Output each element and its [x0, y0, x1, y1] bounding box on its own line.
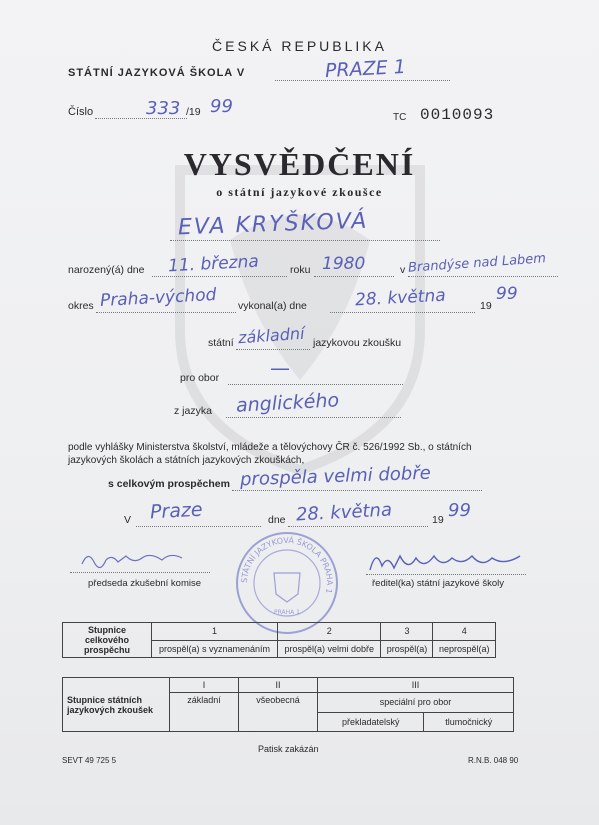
exam-numeral: III [318, 678, 514, 693]
grade-scale-table [62, 622, 496, 658]
language-dotline [226, 417, 401, 418]
person-name: EVA KRYŠKOVÁ [177, 208, 369, 241]
grade-number: 2 [278, 623, 381, 641]
grade-label: prospěl(a) [381, 640, 433, 658]
issue-place-value: Praze [149, 498, 204, 524]
place-dotline [408, 276, 558, 277]
completed-dotline [330, 312, 475, 313]
issue-date-dotline [288, 526, 428, 527]
grade-label: prospěl(a) s vyznamenáním [152, 640, 278, 658]
chairman-label: předseda zkušební komise [88, 578, 202, 589]
decree-line-2: jazykových školách a státních jazykových zkouškách, [68, 455, 305, 466]
school-value: PRAZE 1 [324, 55, 407, 83]
grade-scale-header: Stupnice celkového prospěchu [63, 623, 152, 658]
issue-date-value: 28. května [295, 499, 393, 526]
exam-scale-header: Stupnice státních jazykových zkoušek [63, 678, 170, 732]
field-label: pro obor [180, 372, 220, 384]
svg-text:PRAHA 1: PRAHA 1 [274, 609, 300, 616]
school-label: STÁTNÍ JAZYKOVÁ ŠKOLA V [68, 67, 246, 79]
tc-label: TC [393, 112, 407, 123]
exam-numeral: II [239, 678, 318, 693]
issue-year: 99 [448, 500, 471, 521]
certificate-title: VYSVĚDČENÍ [183, 146, 416, 182]
country-heading: ČESKÁ REPUBLIKA [212, 38, 387, 54]
grade-label: prospěl(a) velmi dobře [278, 640, 381, 658]
completed-value: 28. května [354, 285, 447, 311]
grade-number: 3 [381, 623, 433, 641]
director-label: ředitel(ka) státní jazykové školy [372, 578, 504, 589]
field-value: — [270, 356, 290, 380]
exam-cell: základní [170, 693, 239, 732]
exam-scale-table [62, 677, 514, 732]
exam-cell: všeobecná [239, 693, 318, 732]
completed-year: 99 [496, 284, 518, 304]
exam-sub-cell: překladatelský [318, 712, 424, 732]
decree-line-1: podle vyhlášky Ministerstva školství, mládeže a tělovýchovy ČR č. 526/1992 Sb., o státních [68, 442, 472, 453]
grade-number: 4 [433, 623, 496, 641]
svg-text:STÁTNÍ JAZYKOVÁ ŠKOLA PRAHA 1: STÁTNÍ JAZYKOVÁ ŠKOLA PRAHA 1 [239, 535, 335, 595]
language-label: z jazyka [174, 405, 212, 417]
tc-number: 0010093 [420, 106, 495, 124]
place-v-label: V [124, 514, 132, 526]
born-value: 11. března [167, 251, 260, 277]
exam-sub-cell: tlumočnický [424, 712, 514, 732]
issue-date-label: dne [268, 514, 286, 526]
place-prefix: v [400, 264, 406, 276]
exam-level-value: základní [237, 323, 306, 348]
certificate-subtitle: o státní jazykové zkoušce [216, 185, 383, 199]
director-sign-line [366, 574, 526, 575]
field-dotline [228, 384, 403, 385]
number-label: Číslo [68, 106, 94, 118]
district-dotline [96, 312, 236, 313]
state-label: státní [208, 337, 234, 349]
completed-label: vykonal(a) dne [238, 300, 307, 312]
result-value: prospěla velmi dobře [239, 462, 432, 491]
completed-year-sep: 19 [480, 300, 492, 312]
year-value: 99 [210, 96, 233, 117]
reprint-notice: Patisk zakázán [258, 744, 319, 754]
birth-place-value: Brandýse nad Labem [407, 251, 547, 276]
level-dotline [236, 349, 310, 350]
form-code-right: R.N.B. 048 90 [468, 756, 519, 765]
year-label: roku [290, 264, 311, 276]
grade-number: 1 [152, 623, 278, 641]
birth-year-value: 1980 [322, 254, 366, 274]
birth-year-dotline [314, 276, 394, 277]
grade-label: neprospěl(a) [433, 640, 496, 658]
exam-numeral: I [170, 678, 239, 693]
chairman-signature-icon [78, 546, 188, 572]
district-value: Praha-východ [99, 284, 217, 312]
year-separator: /19 [186, 106, 201, 118]
chairman-sign-line [70, 572, 210, 573]
director-signature-icon [366, 544, 526, 578]
name-dotline [170, 240, 440, 241]
issue-year-sep: 19 [432, 514, 444, 526]
district-label: okres [68, 300, 94, 312]
result-label: s celkovým prospěchem [108, 478, 230, 490]
language-value: anglického [235, 389, 340, 417]
born-label: narozený(á) dne [68, 264, 145, 276]
issue-place-dotline [136, 526, 261, 527]
exam-cell: speciální pro obor [318, 693, 514, 713]
result-dotline [232, 490, 482, 491]
form-code-left: SEVT 49 725 5 [62, 756, 117, 765]
exam-label: jazykovou zkoušku [313, 337, 402, 349]
number-value: 333 [146, 98, 181, 119]
